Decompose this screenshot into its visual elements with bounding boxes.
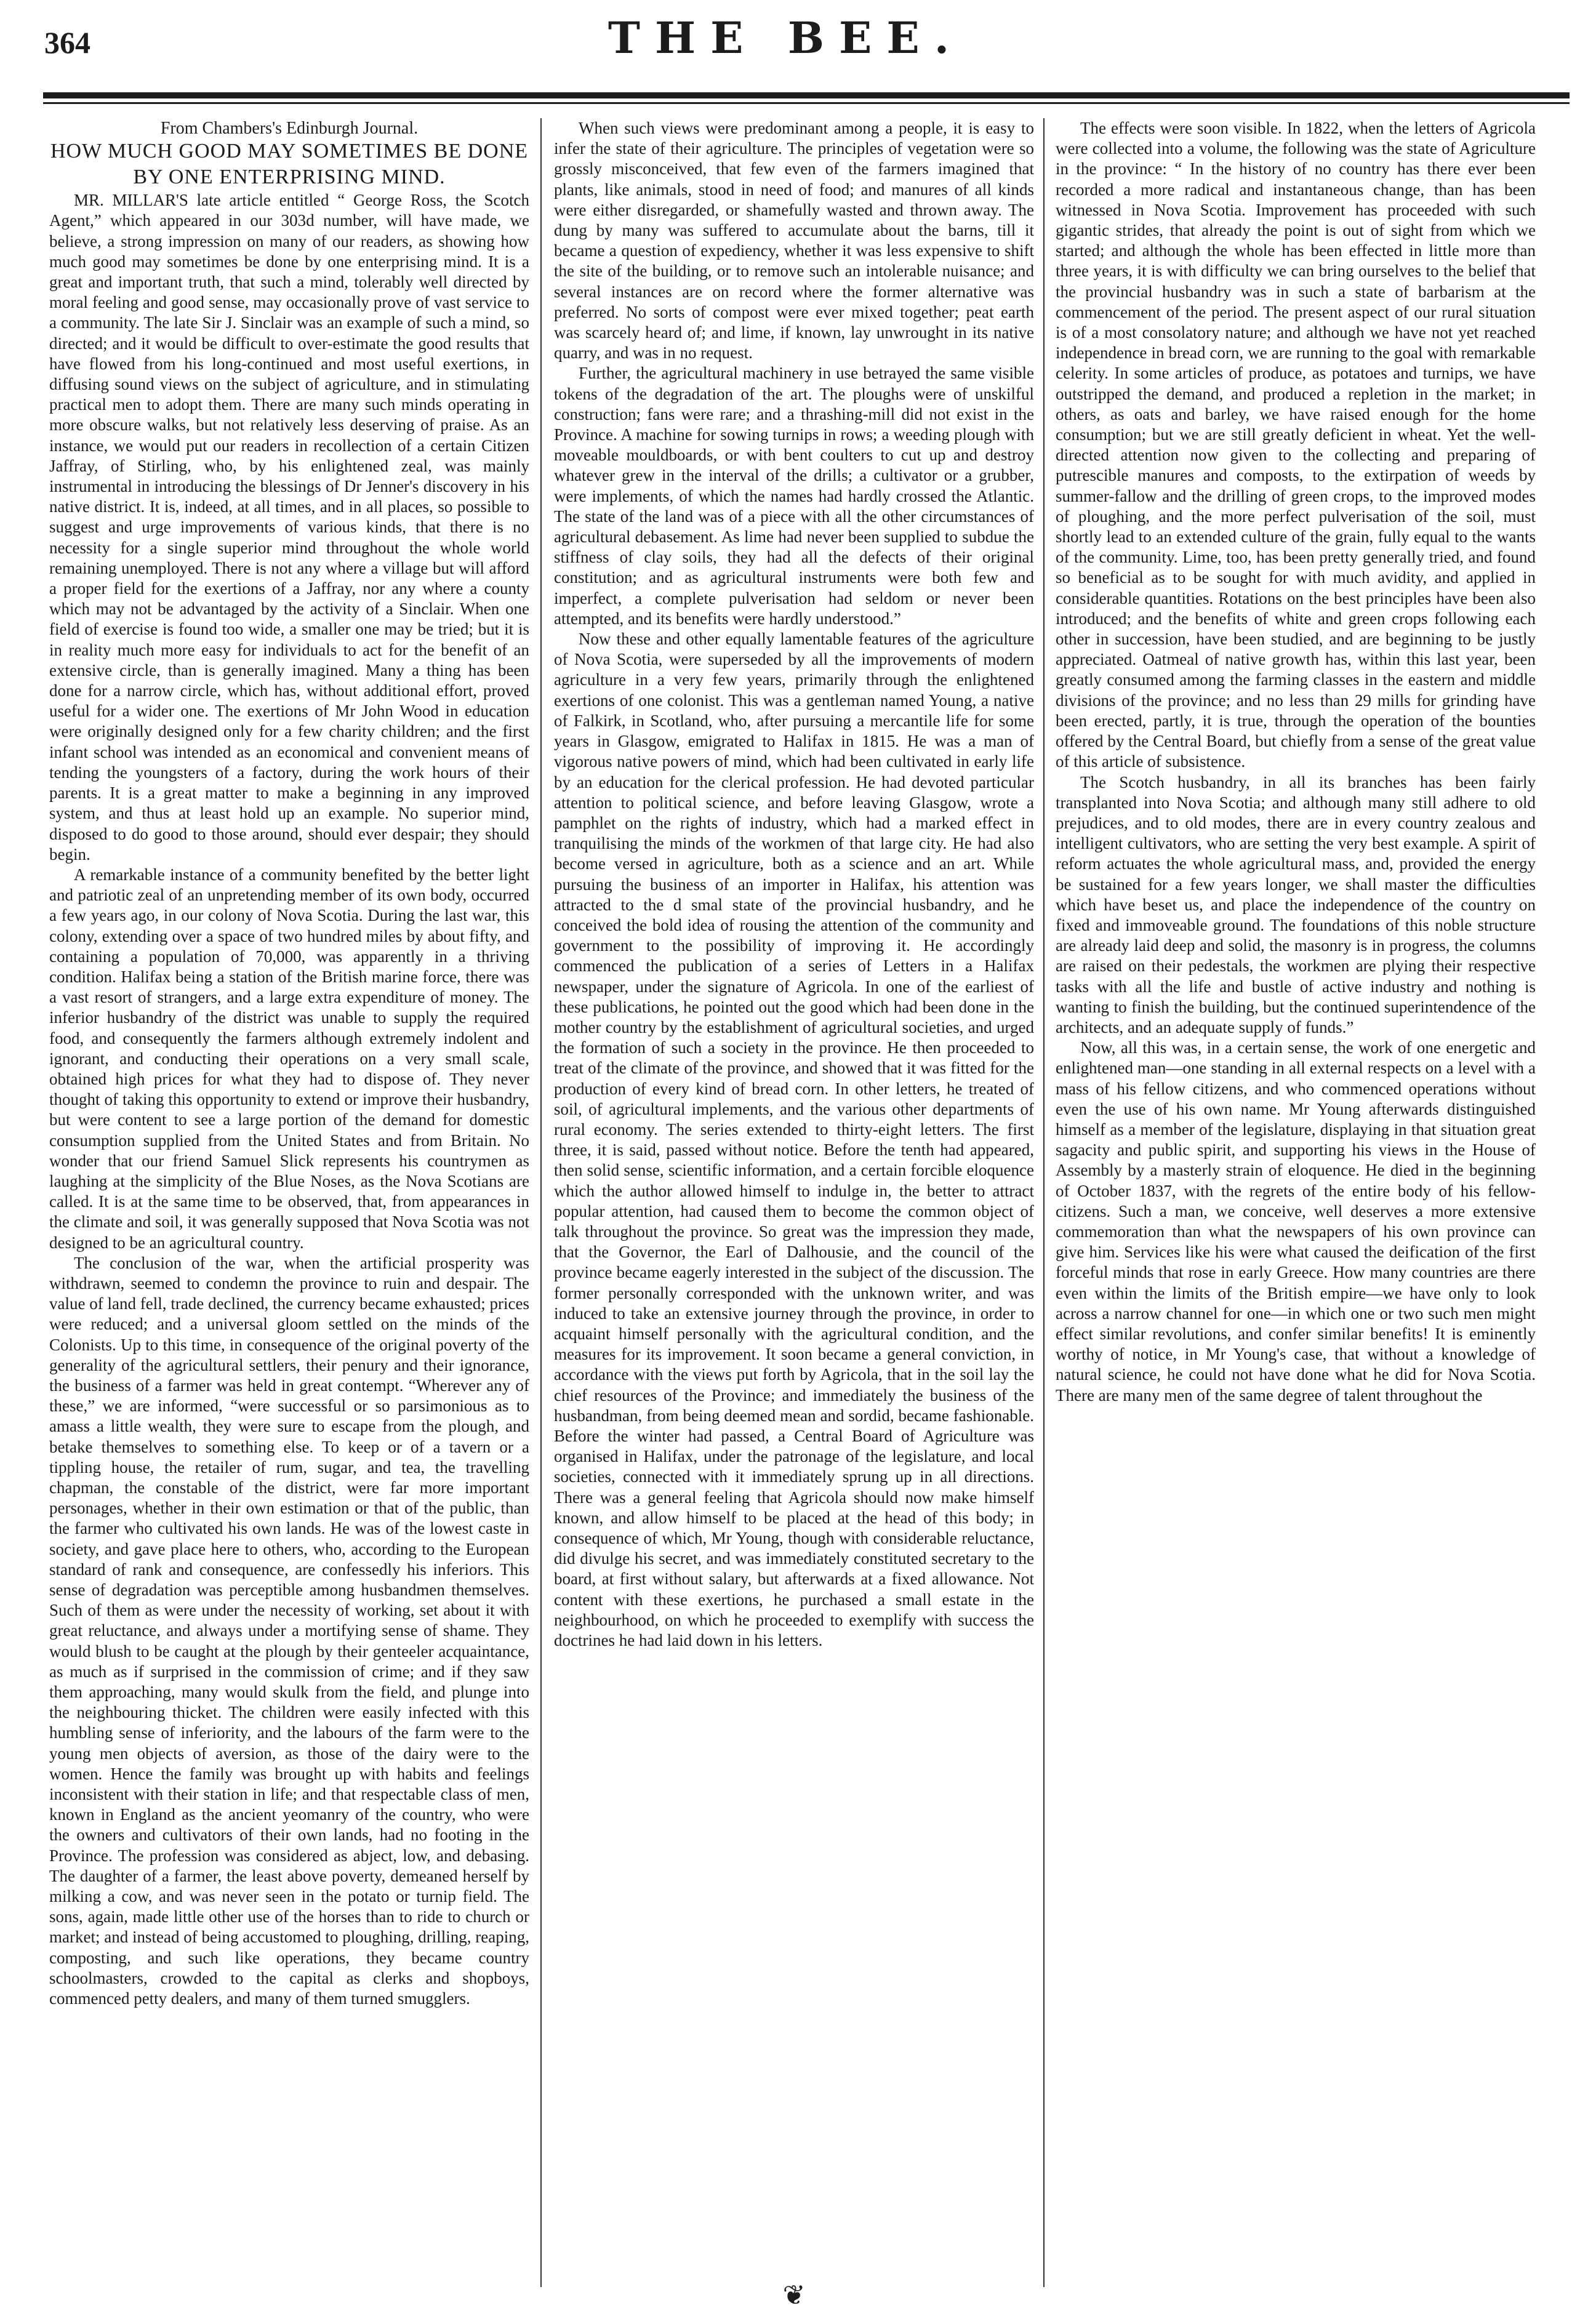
column-divider <box>540 118 542 2287</box>
article-paragraph: The effects were soon visible. In 1822, when the letters of Agricola were collected into a volume, the following was the state of Agriculture in the province: “ In the history of no country has there ever been recorded a more radical and instantaneous change, than has been witnessed in Nova Scotia. Improvement has proceeded with such gigantic strides, that already the point is out of sight from which we started; and although the whole has been effected in little more than three years, it is with difficulty we can bring ourselves to the belief that the provincial husbandry was in such a state of barbarism at the commencement of the period. The present aspect of our rural situation is of a most consolatory nature; and although we have not yet reached independence in bread corn, we are running to the goal with remarkable celerity. In some articles of produce, as potatoes and turnips, we have outstripped the demand, and produced a repletion in the market; in others, as oats and barley, we have raised enough for the home consumption; but we are still greatly deficient in wheat. Yet the well-directed attention now given to the collecting and preparing of putrescible manures and composts, to the extirpation of weeds by summer-fallow and the drilling of green crops, to the improved modes of ploughing, and the more perfect pulverisation of the soil, must shortly lead to an extended culture of the grain, fully equal to the wants of the community. Lime, too, has been pretty generally tried, and found so beneficial as to be sought for with much avidity, and applied in considerable quantities. Rotations on the best principles have been also introduced; and the benefits of white and green crops following each other in succession, have been studied, and are beginning to be justly appreciated. Oatmeal of native growth has, within this last year, been greatly consumed among the farming classes in the eastern and middle divisions of the province; and no less than 29 mills for grinding have been erected, partly, it is true, through the operation of the bounties offered by the Central Board, but chiefly from a sense of the great value of this article of subsistence. <box>1056 119 1536 771</box>
article-paragraph: When such views were predominant among a people, it is easy to infer the state of their agriculture. The principles of vegetation were so grossly misconceived, that few even of the farmers imagined that plants, like animals, stood in need of food; and manures of all kinds were either disregarded, or shamefully wasted and thrown away. The dung by many was suffered to accumulate about the barns, till it became a question of expediency, whether it was less expensive to shift the site of the building, or to remove such an intolerable nuisance; and several instances are on record where the former alternative was preferred. No sorts of compost were ever mixed together; peat earth was scarcely heard of; and lime, if known, lay unwrought in its native quarry, and was in no request. <box>554 119 1034 363</box>
article-source: From Chambers's Edinburgh Journal. <box>160 119 419 138</box>
column-3 <box>1056 118 1536 2312</box>
printer-ornament-icon: ❦ <box>782 2280 806 2310</box>
lead-word: MR. MILLAR'S <box>74 191 188 210</box>
article-paragraph <box>49 190 529 865</box>
page-number: 364 <box>44 25 90 60</box>
article-paragraph: Further, the agricultural machinery in use betrayed the same visible tokens of the degradation of the art. The ploughs were of unskilful construction; fans were rare; and a thrashing-mill did not exist in the Province. A machine for sowing turnips in rows; a weeding plough with moveable mouldboards, or with bent coulters to cut up and destroy whatever grew in the interval of the drills; a cultivator or a grubber, were implements, of which the names had hardly crossed the Atlantic. The state of the land was of a piece with all the other circumstances of agricultural debasement. As lime had never been supplied to subdue the stiffness of clay soils, they had all the defects of their original constitution; and as agricultural instruments were both few and imperfect, a complete pulverisation had seldom or never been attempted, and its benefits were hardly understood.” <box>554 364 1034 628</box>
article-paragraph: The Scotch husbandry, in all its branches has been fairly transplanted into Nova Scotia; and although many still adhere to old prejudices, and to old modes, there are in every country zealous and intelligent cultivators, who are setting the very best example. A spirit of reform actuates the whole agricultural mass, and, provided the energy be sustained for a few years longer, we shall master the difficulties which have beset us, and place the independence of the country on fixed and immoveable ground. The foundations of this noble structure are already laid deep and solid, the masonry is in progress, the columns are raised on their pedestals, the workmen are plying their respective tasks with all the life and bustle of active industry and nothing is wanting to finish the building, but the continued superintendence of the architects, and an adequate supply of funds.” <box>1056 772 1536 1036</box>
article-headline: HOW MUCH GOOD MAY SOMETIMES BE DONE BY ONE ENTERPRISING MIND. <box>50 140 529 189</box>
column-divider <box>1043 118 1045 2287</box>
article-paragraph: Now these and other equally lamentable features of the agriculture of Nova Scotia, were superseded by all the improvements of modern agriculture in a very few years, primarily through the enlightened exertions of one colonist. This was a gentleman named Young, a native of Falkirk, in Scotland, who, after pursuing a mercantile life for some years in Glasgow, emigrated to Halifax in 1815. He was a man of vigorous native powers of mind, which had been cultivated in early life by an education for the clerical profession. He had devoted particular attention to political science, and before leaving Glasgow, wrote a pamphlet on the rights of industry, which had a marked effect in tranquilising the minds of the workmen of that large city. He had also become versed in agriculture, both as a science and an art. While pursuing the business of an importer in Halifax, his attention was attracted to the d smal state of the provincial husbandry, and he conceived the bold idea of rousing the attention of the community and government to the possibility of improving it. He accordingly commenced the publication of a series of Letters in a Halifax newspaper, under the signature of Agricola. In one of the earliest of these publications, he pointed out the good which had been done in the mother country by the establishment of agricultural societies, and urged the formation of such a society in the province. He then proceeded to treat of the climate of the province, and showed that it was fitted for the production of every kind of bread corn. In other letters, he treated of soil, of agricultural implements, and the various other departments of rural economy. The series extended to thirty-eight letters. The first three, it is said, passed without notice. Before the tenth had appeared, then solid sense, scientific information, and a certain forcible eloquence which the author allowed himself to indulge in, the better to attract popular attention, had caused them to become the common object of talk throughout the province. So great was the impression they made, that the Governor, the Earl of Dalhousie, and the council of the province became eagerly interested in the subject of the discussion. The former personally corresponded with the unknown writer, and was induced to take an extensive journey through the province, in order to acquaint himself personally with the agricultural condition, and the measures for its improvement. It soon became a general conviction, in accordance with the views put forth by Agricola, that in the soil lay the chief resources of the Province; and immediately the business of the husbandman, from being deemed mean and sordid, became fashionable. Before the winter had passed, a Central Board of Agriculture was organised in Halifax, under the patronage of the legislature, and local societies, connected with it immediately sprung up in all directions. There was a general feeling that Agricola should now make himself known, and allow himself to be placed at the head of this body; in consequence of which, Mr Young, though with considerable reluctance, did divulge his secret, and was immediately constituted secretary to the board, at first without salary, but afterwards at a fixed allowance. Not content with these exertions, he purchased a small estate in the neighbourhood, on which he proceeded to exemplify with success the doctrines he had laid down in his letters. <box>554 630 1034 1650</box>
masthead-title: THE BEE. <box>608 12 964 63</box>
masthead-rule-thin <box>43 102 1570 104</box>
column-2 <box>554 118 1034 2312</box>
article-paragraph: Now, all this was, in a certain sense, the work of one energetic and enlightened man—one standing in all external respects on a level with a mass of his fellow citizens, and who commenced operations without even the use of his own name. Mr Young afterwards distinguished himself as a member of the legislature, displaying in that situation great sagacity and public spirit, and supporting his views in the House of Assembly by a masterly strain of eloquence. He died in the beginning of October 1837, with the regrets of the entire body of his fellow-citizens. Such a man, we conceive, well deserves a more extensive commemoration than what the newspapers of his own province can give him. Services like his were what caused the deification of the first forceful minds that rose in early Greece. How many countries are there even within the limits of the British empire—we have only to look across a narrow channel for one—in which one or two such men might effect similar revolutions, and confer similar benefits! It is eminently worthy of notice, in Mr Young's case, that without a knowledge of natural science, he could not have done what he did for Nova Scotia. There are many men of the same degree of talent throughout the <box>1056 1038 1536 1404</box>
article-paragraph: The conclusion of the war, when the artificial prosperity was withdrawn, seemed to condemn the province to ruin and despair. The value of land fell, trade declined, the currency became exhausted; prices were reduced; and a universal gloom settled on the minds of the Colonists. Up to this time, in consequence of the original poverty of the generality of the agricultural settlers, their penury and their ignorance, the business of a farmer was held in great contempt. “Wherever any of these,” we are informed, “were successful or so parsimonious as to amass a little wealth, they were sure to escape from the plough, and betake themselves to something else. To keep or of a tavern or a tippling house, the retailer of rum, sugar, and tea, the travelling chapman, the constable of the district, were far more important personages, whether in their own estimation or that of the public, than the farmer who cultivated his own lands. He was of the lowest caste in society, and gave place here to others, who, according to the European standard of rank and consequence, are confessedly his inferiors. This sense of degradation was perceptible among husbandmen themselves. Such of them as were under the necessity of working, set about it with great reluctance, and always under a mortifying sense of shame. They would blush to be caught at the plough by their genteeler acquaintance, as much as if surprised in the commission of crime; and if they saw them approaching, many would skulk from the field, and plunge into the neighbouring thicket. The children were easily infected with this humbling sense of inferiority, and the labours of the farm were to the young men objects of aversion, as those of the dairy were to the women. Hence the family was brought up with habits and feelings inconsistent with their station in life; and that respectable class of men, known in England as the ancient yeomanry of the country, who were the owners and cultivators of their own lands, had no footing in the Province. The profession was considered as abject, low, and debasing. The daughter of a farmer, the least above poverty, demeaned herself by milking a cow, and was never seen in the potato or turnip field. The sons, again, made little other use of the horses than to ride to church or market; and instead of being accustomed to ploughing, drilling, reaping, composting, and such like operations, they became country schoolmasters, crowded to the capital as clerks and shopboys, commenced petty dealers, and many of them turned smugglers. <box>49 1253 529 2008</box>
masthead-rule-thick <box>43 92 1570 98</box>
paragraph-text: late article entitled “ George Ross, the Scotch Agent,” which appeared in our 303d number, will have made, we believe, a strong impression on many of our readers, as showing how much good may sometimes be done by one enterprising mind. It is a great and important truth, that such a mind, tolerably well directed by moral feeling and good sense, may occasionally prove of vast service to a community. The late Sir J. Sinclair was an example of such a mind, so directed; and it would be difficult to over-estimate the good results that have flowed from his long-continued and most useful exertions, in diffusing sound views on the subject of agriculture, and in stimulating practical men to adopt them. There are many such minds operating in more obscure walks, but not relatively less deserving of praise. As an instance, we would put our readers in recollection of a certain Citizen Jaffray, of Stirling, who, by his enlightened zeal, was mainly instrumental in introducing the blessings of Dr Jenner's discovery in his native district. It is, indeed, at all times, and in all places, so possible to suggest and urge improvements of various kinds, that there is no necessity for a single superior mind throughout the whole world remaining unemployed. There is not any where a village but will afford a proper field for the exertions of a Jaffray, nor any where a county which may not be advantaged by the activity of a Sinclair. When one field of exercise is found too wide, a smaller one may be tried; but it is in reality much more easy for individuals to act for the benefit of an extensive circle, than is generally imagined. Many a thing has been done for a narrow circle, which has, without additional effort, proved useful for a wider one. The exertions of Mr John Wood in education were originally designed only for a few charity children; and the first infant school was intended as an economical and convenient means of tending the youngsters of a factory, during the work hours of their parents. It is a great matter to make a beginning in any improved system, and thus at least hold up an example. No superior mind, disposed to do good to those around, should ever despair; they should begin. <box>49 191 529 863</box>
column-1 <box>49 118 529 2312</box>
article-paragraph: A remarkable instance of a community benefited by the better light and patriotic zeal of an unpretending member of its own body, occurred a few years ago, in our colony of Nova Scotia. During the last war, this colony, extending over a space of two hundred miles by about fifty, and containing a population of 70,000, was apparently in a thriving condition. Halifax being a station of the British marine force, there was a vast resort of strangers, and a large extra expenditure of money. The inferior husbandry of the district was unable to supply the required food, and consequently the farmers although extremely indolent and ignorant, and conducting their operations on a very small scale, obtained high prices for what they had to dispose of. They never thought of taking this opportunity to extend or improve their husbandry, but were content to see a large portion of the demand for domestic consumption supplied from the United States and from Britain. No wonder that our friend Samuel Slick represents his countrymen as laughing at the simplicity of the Blue Noses, as the Nova Scotians are called. It is at the same time to be observed, that, from appearances in the climate and soil, it was generally supposed that Nova Scotia was not designed to be an agricultural country. <box>49 865 529 1252</box>
